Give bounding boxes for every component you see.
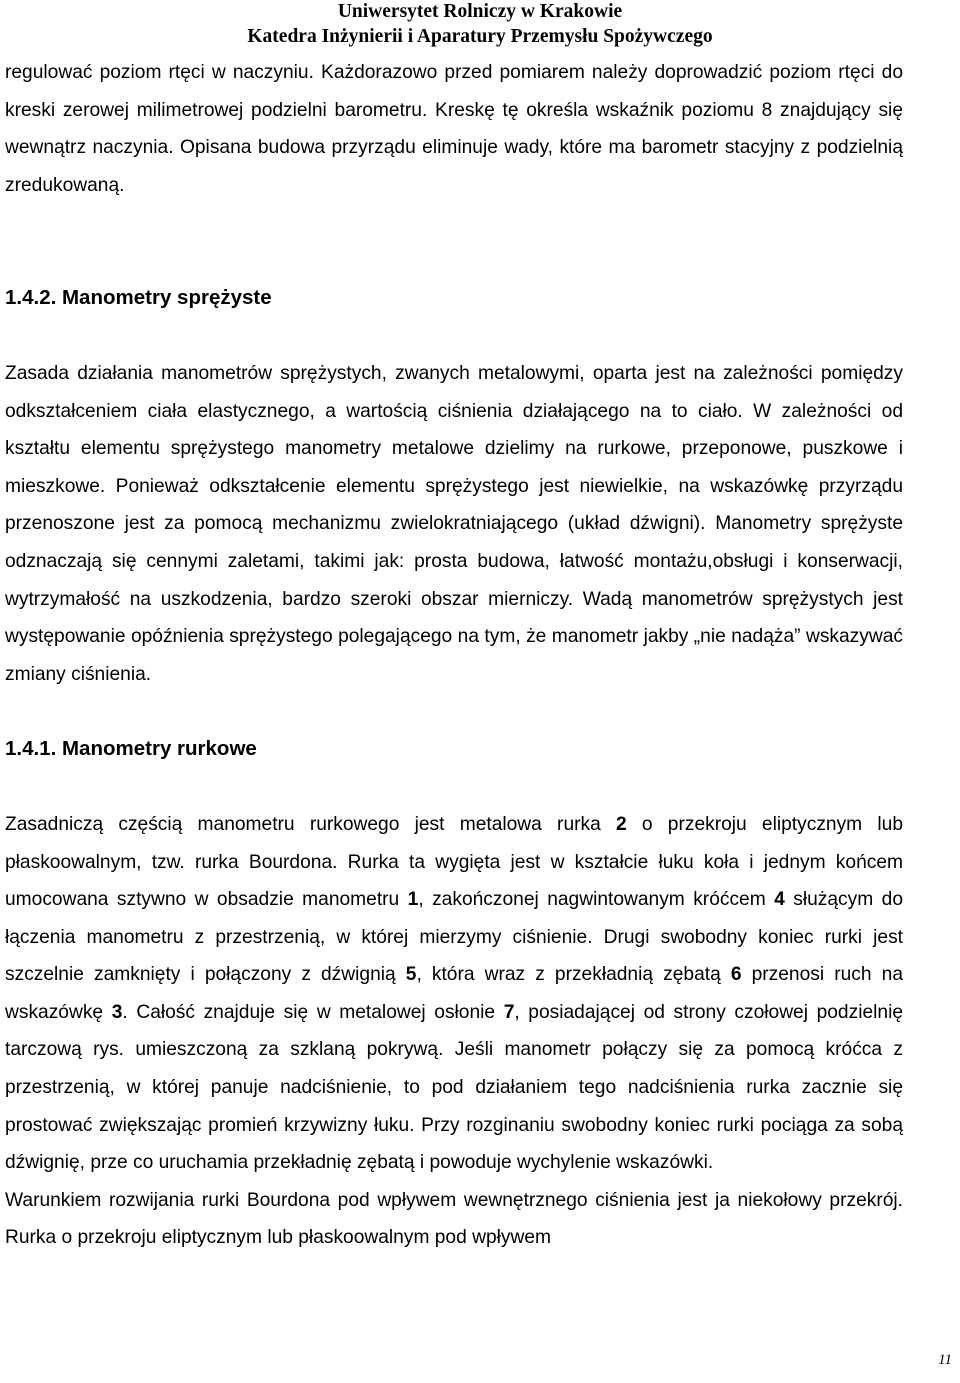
section-heading-manometry-sprezyste: 1.4.2. Manometry sprężyste	[5, 286, 272, 310]
part-number-4: 4	[774, 889, 785, 911]
part-number-3: 3	[111, 1001, 123, 1023]
text-run: , zakończonej nagwintowanym króćcem	[418, 889, 775, 911]
section-paragraph-bourdon: Warunkiem rozwijania rurki Bourdona pod wpływem wewnętrznego ciśnienia jest ja niekołowy przekrój. Rurka o przekroju eliptycznym lub płaskoowalnym pod wpływem	[5, 1189, 903, 1249]
section-paragraph-manometry-rurkowe	[5, 806, 903, 1182]
text-run: o przekroju eliptycznym lub płaskoowalnym, tzw. rurka Bourdona. Rurka ta wygięta jest w kształcie łuku koła i jednym końcem umocowana sztywno w obsadzie manometru	[5, 813, 903, 911]
university-name: Uniwersytet Rolniczy w Krakowie	[337, 1, 623, 22]
part-number-7: 7	[503, 1001, 515, 1023]
text-run: . Całość znajduje się w metalowej osłonie	[122, 1001, 504, 1023]
text-run: , posiadającej od strony czołowej podzielnię tarczową rys. umieszczoną za szklaną pokrywą. Jeśli manometr połączy się za pomocą króćca z przestrzenią, w której panuje nadciśnienie, to pod działaniem tego nadciśnienia rurka zacznie się prostować zwiększając promień krzywizny łuku. Przy rozginaniu swobodny koniec rurki pociąga za sobą dźwignię, prze co uruchamia przekładnię zębatą i powoduje wychylenie wskazówki.	[5, 1001, 903, 1174]
part-number-2: 2	[616, 813, 627, 835]
text-run: przenosi ruch na wskazówkę	[5, 964, 903, 1023]
part-number-6: 6	[730, 964, 742, 986]
text-run: Zasadniczą częścią manometru rurkowego jest metalowa rurka	[5, 813, 616, 835]
part-number-5: 5	[405, 964, 417, 986]
page-number: 11	[938, 1352, 952, 1368]
text-run: służącym do łączenia manometru z przestrzenią, w której mierzymy ciśnienie. Drugi swobodny koniec rurki jest szczelnie zamknięty i połączony z dźwignią	[5, 889, 904, 986]
part-number-1: 1	[407, 889, 419, 911]
section-heading-manometry-rurkowe: 1.4.1. Manometry rurkowe	[5, 737, 257, 761]
department-name: Katedra Inżynierii i Aparatury Przemysłu Spożywczego	[247, 26, 713, 47]
page-body	[5, 54, 903, 1257]
intro-paragraph: regulować poziom rtęci w naczyniu. Każdorazowo przed pomiarem należy doprowadzić poziom rtęci do kreski zerowej milimetrowej podzielni barometru. Kreskę tę określa wskaźnik poziomu 8 znajdujący się wewnątrz naczynia. Opisana budowa przyrządu eliminuje wady, które ma barometr stacyjny z podzielnią zredukowaną.	[5, 62, 903, 196]
section-paragraph-manometry-sprezyste: Zasada działania manometrów sprężystych, zwanych metalowymi, oparta jest na zależności pomiędzy odkształceniem ciała elastycznego, a wartością ciśnienia działającego na to ciało. W zależności od kształtu elementu sprężystego manometry metalowe dzielimy na rurkowe, przeponowe, puszkowe i mieszkowe. Ponieważ odkształcenie elementu sprężystego jest niewielkie, na wskazówkę przyrządu przenoszone jest za pomocą mechanizmu zwielokratniającego (układ dźwigni). Manometry sprężyste odznaczają się cennymi zaletami, takimi jak: prosta budowa, łatwość montażu,obsługi i konserwacji, wytrzymałość na uszkodzenia, bardzo szeroki obszar mierniczy. Wadą manometrów sprężystych jest występowanie opóźnienia sprężystego polegającego na tym, że manometr jakby „nie nadąża” wskazywać zmiany ciśnienia.	[5, 362, 903, 685]
document-header	[0, 0, 960, 49]
text-run: , która wraz z przekładnią zębatą	[416, 964, 731, 986]
